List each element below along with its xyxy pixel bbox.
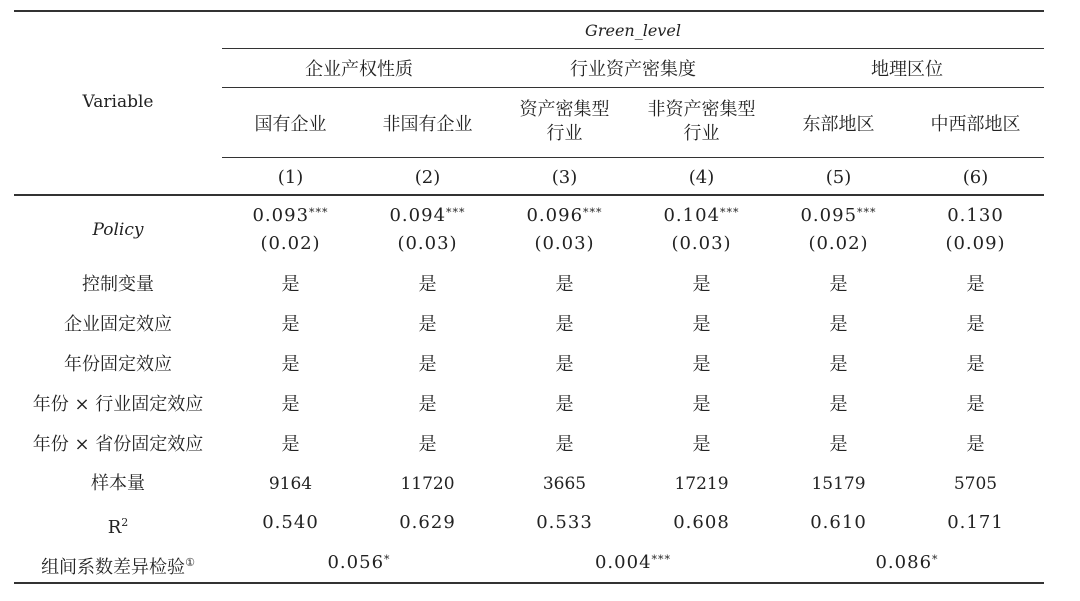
policy-coefficient bbox=[770, 204, 907, 228]
policy-standard-error: (0.09) bbox=[945, 233, 1006, 254]
row-label-control: 年份 × 行业固定效应 bbox=[32, 394, 204, 415]
variable-header: Variable bbox=[82, 92, 154, 112]
coef-value: 0.094 bbox=[389, 205, 447, 226]
control-indicator-cell: 是 bbox=[555, 394, 574, 415]
policy-coefficient bbox=[907, 204, 1044, 228]
dependent-variable-header: Green_level bbox=[585, 21, 681, 40]
coef-value: 0.096 bbox=[526, 205, 584, 226]
column-number: (6) bbox=[962, 167, 989, 188]
control-indicator-cell: 是 bbox=[692, 314, 711, 335]
subgroup-header-non-soe: 非国有企业 bbox=[382, 114, 473, 135]
subgroup-header-line: 非资产密集型 bbox=[647, 99, 756, 120]
significance-stars: *** bbox=[309, 206, 329, 219]
control-indicator-cell: 是 bbox=[281, 394, 300, 415]
control-indicator-cell: 是 bbox=[692, 394, 711, 415]
sample-size-value: 3665 bbox=[542, 474, 587, 494]
row-label-policy: Policy bbox=[92, 220, 144, 240]
r-squared-value: 0.629 bbox=[399, 512, 456, 533]
control-indicator-cell: 是 bbox=[829, 434, 848, 455]
subgroup-header-line: 行业 bbox=[546, 123, 583, 144]
significance-stars: *** bbox=[857, 206, 877, 219]
rule-under-depvar bbox=[222, 48, 1044, 49]
row-label-control: 企业固定效应 bbox=[64, 314, 172, 335]
significance-stars: *** bbox=[446, 206, 466, 219]
footnote-marker: ① bbox=[185, 556, 195, 569]
subgroup-header-soe: 国有企业 bbox=[254, 114, 327, 135]
top-rule bbox=[14, 10, 1044, 12]
sample-size-value: 15179 bbox=[811, 474, 866, 494]
row-label-r-squared bbox=[14, 511, 222, 540]
column-number: (3) bbox=[551, 167, 578, 188]
significance-stars: *** bbox=[651, 553, 672, 566]
row-label-control: 控制变量 bbox=[82, 274, 154, 295]
policy-coefficient bbox=[222, 204, 359, 228]
group-difference-value bbox=[222, 551, 496, 575]
row-label-group-difference-test bbox=[14, 551, 222, 580]
column-number: (2) bbox=[414, 167, 441, 188]
subgroup-header-central-west: 中西部地区 bbox=[930, 114, 1021, 135]
control-indicator-cell: 是 bbox=[692, 434, 711, 455]
policy-standard-error: (0.03) bbox=[534, 233, 595, 254]
group-header-ownership: 企业产权性质 bbox=[305, 59, 413, 80]
r-squared-value: 0.540 bbox=[262, 512, 319, 533]
control-indicator-cell: 是 bbox=[966, 314, 985, 335]
rule-under-subgroups bbox=[222, 157, 1044, 158]
control-indicator-cell: 是 bbox=[829, 314, 848, 335]
control-indicator-cell: 是 bbox=[555, 274, 574, 295]
r-squared-superscript: 2 bbox=[121, 516, 129, 529]
subgroup-header-asset-intensive bbox=[496, 98, 633, 146]
control-indicator-cell: 是 bbox=[829, 354, 848, 375]
control-indicator-cell: 是 bbox=[555, 434, 574, 455]
r-squared-value: 0.608 bbox=[673, 512, 730, 533]
policy-standard-error: (0.02) bbox=[260, 233, 321, 254]
coef-value: 0.130 bbox=[947, 205, 1004, 226]
control-indicator-cell: 是 bbox=[829, 274, 848, 295]
test-value: 0.086 bbox=[875, 552, 933, 573]
subgroup-header-line: 行业 bbox=[683, 123, 720, 144]
control-indicator-cell: 是 bbox=[555, 314, 574, 335]
control-indicator-cell: 是 bbox=[281, 314, 300, 335]
control-indicator-cell: 是 bbox=[418, 314, 437, 335]
column-number: (5) bbox=[825, 167, 852, 188]
column-number: (4) bbox=[688, 167, 715, 188]
significance-stars: *** bbox=[583, 206, 603, 219]
test-label: 组间系数差异检验 bbox=[41, 557, 186, 578]
subgroup-header-line: 资产密集型 bbox=[519, 99, 610, 120]
row-label-control: 年份固定效应 bbox=[64, 354, 172, 375]
r-squared-value: 0.533 bbox=[536, 512, 593, 533]
policy-coefficient bbox=[633, 204, 770, 228]
policy-coefficient bbox=[496, 204, 633, 228]
control-indicator-cell: 是 bbox=[692, 274, 711, 295]
control-indicator-cell: 是 bbox=[418, 394, 437, 415]
bottom-rule bbox=[14, 582, 1044, 584]
sample-size-value: 11720 bbox=[400, 474, 455, 494]
test-value: 0.056 bbox=[327, 552, 385, 573]
policy-standard-error: (0.03) bbox=[397, 233, 458, 254]
control-indicator-cell: 是 bbox=[966, 354, 985, 375]
header-bottom-rule bbox=[14, 194, 1044, 196]
control-indicator-cell: 是 bbox=[281, 354, 300, 375]
group-header-asset-intensity: 行业资产密集度 bbox=[570, 59, 696, 80]
control-indicator-cell: 是 bbox=[418, 274, 437, 295]
significance-stars: *** bbox=[720, 206, 740, 219]
sample-size-value: 17219 bbox=[674, 474, 729, 494]
subgroup-header-east: 东部地区 bbox=[802, 114, 875, 135]
coef-value: 0.095 bbox=[800, 205, 858, 226]
control-indicator-cell: 是 bbox=[281, 434, 300, 455]
coef-value: 0.093 bbox=[252, 205, 310, 226]
row-label-control: 年份 × 省份固定效应 bbox=[32, 434, 204, 455]
significance-stars: * bbox=[384, 553, 391, 566]
control-indicator-cell: 是 bbox=[555, 354, 574, 375]
control-indicator-cell: 是 bbox=[418, 354, 437, 375]
policy-coefficient bbox=[359, 204, 496, 228]
sample-size-value: 5705 bbox=[953, 474, 998, 494]
group-difference-value bbox=[496, 551, 770, 575]
significance-stars: * bbox=[932, 553, 939, 566]
subgroup-header-non-asset-intensive bbox=[633, 98, 770, 146]
group-header-region: 地理区位 bbox=[871, 59, 943, 80]
policy-standard-error: (0.03) bbox=[671, 233, 732, 254]
control-indicator-cell: 是 bbox=[281, 274, 300, 295]
policy-standard-error: (0.02) bbox=[808, 233, 869, 254]
sample-size-value: 9164 bbox=[268, 474, 313, 494]
row-label-sample-size: 样本量 bbox=[91, 473, 145, 494]
r-squared-label: R bbox=[107, 517, 122, 538]
rule-under-groups bbox=[222, 87, 1044, 88]
column-number: (1) bbox=[277, 167, 304, 188]
coef-value: 0.104 bbox=[663, 205, 721, 226]
r-squared-value: 0.610 bbox=[810, 512, 867, 533]
control-indicator-cell: 是 bbox=[418, 434, 437, 455]
control-indicator-cell: 是 bbox=[829, 394, 848, 415]
control-indicator-cell: 是 bbox=[692, 354, 711, 375]
group-difference-value bbox=[770, 551, 1044, 575]
control-indicator-cell: 是 bbox=[966, 274, 985, 295]
r-squared-value: 0.171 bbox=[947, 512, 1004, 533]
control-indicator-cell: 是 bbox=[966, 394, 985, 415]
control-indicator-cell: 是 bbox=[966, 434, 985, 455]
test-value: 0.004 bbox=[594, 552, 652, 573]
